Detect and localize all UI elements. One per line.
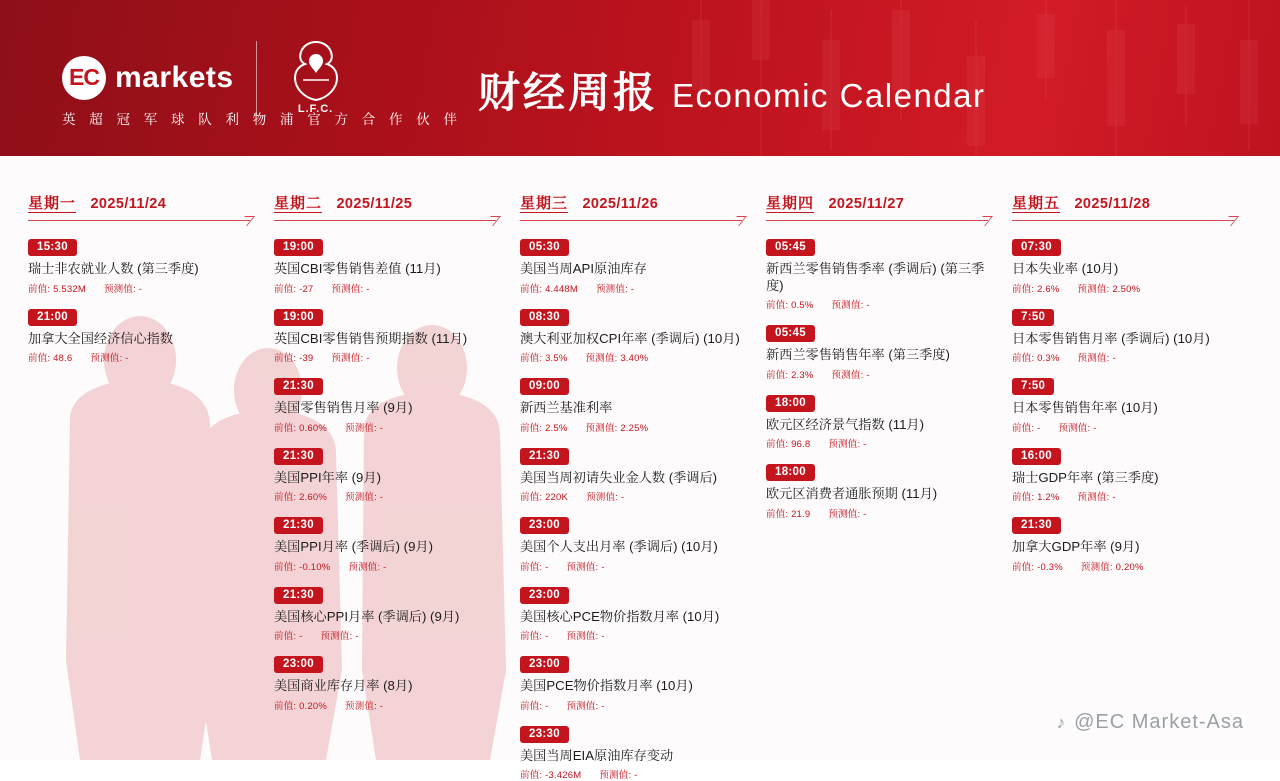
day-date: 2025/11/25 (336, 196, 412, 212)
event-meta (274, 420, 504, 434)
event-forecast: 预测值: - (566, 628, 604, 642)
event-time-badge: 21:30 (520, 448, 569, 465)
event-item[interactable] (520, 307, 750, 365)
event-previous: 前值: 2.5% (520, 420, 568, 434)
event-item[interactable] (274, 654, 504, 712)
brand-divider (256, 41, 257, 115)
event-item[interactable] (766, 237, 996, 311)
event-forecast: 预测值: - (345, 420, 383, 434)
event-time-badge: 23:00 (520, 587, 569, 604)
ec-logo-mark: EC (62, 56, 106, 100)
day-header-thursday (766, 192, 996, 219)
event-title: 美国核心PCE物价指数月率 (10月) (520, 609, 750, 626)
event-item[interactable] (274, 515, 504, 573)
event-forecast: 预测值: 0.20% (1081, 559, 1144, 573)
event-previous: 前值: 2.3% (766, 367, 814, 381)
day-name: 星期四 (766, 195, 814, 212)
event-previous: 前值: -39 (274, 350, 313, 364)
day-header-friday (1012, 192, 1242, 219)
event-forecast: 预测值: 2.50% (1078, 281, 1141, 295)
event-previous: 前值: 21.9 (766, 506, 810, 520)
event-forecast: 预测值: - (596, 281, 634, 295)
ec-logo-word-text: markets (115, 61, 234, 94)
event-previous: 前值: - (520, 698, 548, 712)
event-forecast: 预测值: - (104, 281, 142, 295)
event-meta (520, 420, 750, 434)
event-meta (274, 281, 504, 295)
event-forecast: 预测值: - (828, 506, 866, 520)
event-title: 欧元区经济景气指数 (11月) (766, 417, 996, 434)
event-meta (28, 281, 258, 295)
event-title: 美国核心PPI月率 (季调后) (9月) (274, 609, 504, 626)
event-forecast: 预测值: - (828, 436, 866, 450)
event-title: 新西兰零售销售年率 (第三季度) (766, 347, 996, 364)
event-meta (28, 350, 258, 364)
event-meta (766, 367, 996, 381)
event-title: 加拿大GDP年率 (9月) (1012, 539, 1242, 556)
event-item[interactable] (520, 376, 750, 434)
event-time-badge: 16:00 (1012, 448, 1061, 465)
event-previous: 前值: 0.60% (274, 420, 327, 434)
event-forecast: 预测值: - (331, 281, 369, 295)
event-forecast: 预测值: - (566, 559, 604, 573)
event-meta (766, 506, 996, 520)
event-item[interactable] (274, 446, 504, 504)
event-time-badge: 05:45 (766, 239, 815, 256)
event-title: 瑞士非农就业人数 (第三季度) (28, 261, 258, 278)
day-underline (1012, 220, 1234, 221)
day-date: 2025/11/27 (828, 196, 904, 212)
event-time-badge: 23:00 (274, 656, 323, 673)
event-item[interactable] (1012, 376, 1242, 434)
event-time-badge: 7:50 (1012, 378, 1054, 395)
event-time-badge: 05:45 (766, 325, 815, 342)
watermark-text: @EC Market-Asa (1074, 711, 1244, 734)
event-title: 英国CBI零售销售预期指数 (11月) (274, 331, 504, 348)
event-time-badge: 18:00 (766, 464, 815, 481)
event-forecast: 预测值: - (348, 559, 386, 573)
event-item[interactable] (274, 237, 504, 295)
event-time-badge: 07:30 (1012, 239, 1061, 256)
ec-markets-logo (62, 56, 234, 100)
event-title: 美国PPI年率 (9月) (274, 470, 504, 487)
title-chinese: 财经周报 (478, 60, 658, 120)
event-title: 加拿大全国经济信心指数 (28, 331, 258, 348)
event-previous: 前值: 220K (520, 489, 568, 503)
event-time-badge: 19:00 (274, 239, 323, 256)
day-name: 星期三 (520, 195, 568, 212)
event-title: 美国PCE物价指数月率 (10月) (520, 678, 750, 695)
liverpool-crest (279, 40, 353, 115)
event-previous: 前值: 2.6% (1012, 281, 1060, 295)
day-header-wednesday (520, 192, 750, 219)
event-meta (1012, 559, 1242, 573)
event-forecast: 预测值: - (331, 350, 369, 364)
event-item[interactable] (766, 323, 996, 381)
event-title: 澳大利亚加权CPI年率 (季调后) (10月) (520, 331, 750, 348)
event-item[interactable] (274, 307, 504, 365)
event-previous: 前值: -3.426M (520, 767, 581, 781)
day-header-monday (28, 192, 258, 219)
event-meta (1012, 420, 1242, 434)
event-forecast: 预测值: - (566, 698, 604, 712)
event-time-badge: 15:30 (28, 239, 77, 256)
event-time-badge: 19:00 (274, 309, 323, 326)
event-previous: 前值: - (274, 628, 302, 642)
day-name: 星期五 (1012, 195, 1060, 212)
title-english: Economic Calendar (672, 77, 985, 115)
event-item[interactable] (274, 585, 504, 643)
event-previous: 前值: -0.3% (1012, 559, 1063, 573)
event-item[interactable] (1012, 446, 1242, 504)
event-forecast: 预测值: - (1078, 350, 1116, 364)
event-meta (274, 628, 504, 642)
event-time-badge: 21:30 (274, 517, 323, 534)
event-item[interactable] (520, 654, 750, 712)
event-item[interactable] (1012, 515, 1242, 573)
event-meta (274, 350, 504, 364)
day-underline (520, 220, 742, 221)
event-meta (1012, 489, 1242, 503)
event-previous: 前值: 3.5% (520, 350, 568, 364)
event-title: 美国当周API原油库存 (520, 261, 750, 278)
event-meta (766, 297, 996, 311)
header-banner (0, 0, 1280, 156)
event-previous: 前值: -27 (274, 281, 313, 295)
event-meta (520, 698, 750, 712)
event-time-badge: 7:50 (1012, 309, 1054, 326)
event-item[interactable] (1012, 307, 1242, 365)
event-forecast: 预测值: - (345, 489, 383, 503)
event-title: 美国PPI月率 (季调后) (9月) (274, 539, 504, 556)
event-time-badge: 21:30 (274, 448, 323, 465)
event-item[interactable] (28, 307, 258, 365)
event-time-badge: 21:30 (274, 587, 323, 604)
event-meta (520, 559, 750, 573)
event-time-badge: 21:30 (274, 378, 323, 395)
event-forecast: 预测值: - (320, 628, 358, 642)
event-previous: 前值: 0.20% (274, 698, 327, 712)
day-column-friday (1004, 192, 1250, 760)
event-meta (1012, 350, 1242, 364)
event-previous: 前值: - (1012, 420, 1040, 434)
event-previous: 前值: 48.6 (28, 350, 72, 364)
event-item[interactable] (520, 446, 750, 504)
event-forecast: 预测值: - (1078, 489, 1116, 503)
event-item[interactable] (766, 462, 996, 520)
day-date: 2025/11/28 (1074, 196, 1150, 212)
day-header-tuesday (274, 192, 504, 219)
event-previous: 前值: 1.2% (1012, 489, 1060, 503)
event-time-badge: 09:00 (520, 378, 569, 395)
event-previous: 前值: 4.448M (520, 281, 578, 295)
event-title: 美国当周初请失业金人数 (季调后) (520, 470, 750, 487)
event-meta (520, 628, 750, 642)
calendar-grid (0, 156, 1280, 760)
event-time-badge: 23:00 (520, 656, 569, 673)
event-item[interactable] (520, 724, 750, 781)
event-previous: 前值: 2.60% (274, 489, 327, 503)
poster-title (478, 60, 986, 120)
day-date: 2025/11/26 (582, 196, 658, 212)
watermark (1057, 711, 1244, 734)
event-title: 欧元区消费者通胀预期 (11月) (766, 486, 996, 503)
day-name: 星期二 (274, 195, 322, 212)
event-forecast: 预测值: - (90, 350, 128, 364)
day-column-monday (20, 192, 266, 760)
day-column-tuesday (266, 192, 512, 760)
lfc-badge-text: L.F.C. (298, 103, 333, 115)
event-item[interactable] (520, 515, 750, 573)
event-time-badge: 23:00 (520, 517, 569, 534)
day-date: 2025/11/24 (90, 196, 166, 212)
event-title: 瑞士GDP年率 (第三季度) (1012, 470, 1242, 487)
event-previous: 前值: 0.3% (1012, 350, 1060, 364)
partnership-line: 英 超 冠 军 球 队 利 物 浦 官 方 合 作 伙 伴 (62, 108, 462, 128)
event-title: 英国CBI零售销售差值 (11月) (274, 261, 504, 278)
event-time-badge: 21:30 (1012, 517, 1061, 534)
event-title: 日本零售销售年率 (10月) (1012, 400, 1242, 417)
event-meta (274, 698, 504, 712)
brand-lockup (62, 40, 353, 115)
event-forecast: 预测值: 3.40% (586, 350, 649, 364)
day-column-thursday (758, 192, 1004, 760)
event-item[interactable] (520, 237, 750, 295)
event-meta (520, 489, 750, 503)
event-forecast: 预测值: - (599, 767, 637, 781)
event-time-badge: 23:30 (520, 726, 569, 743)
event-meta (1012, 281, 1242, 295)
event-item[interactable] (28, 237, 258, 295)
event-previous: 前值: 96.8 (766, 436, 810, 450)
event-item[interactable] (766, 393, 996, 451)
event-item[interactable] (1012, 237, 1242, 295)
event-previous: 前值: 5.532M (28, 281, 86, 295)
event-title: 美国个人支出月率 (季调后) (10月) (520, 539, 750, 556)
music-note-icon: ♪ (1057, 713, 1067, 733)
event-item[interactable] (520, 585, 750, 643)
day-column-wednesday (512, 192, 758, 760)
event-previous: 前值: - (520, 628, 548, 642)
event-meta (274, 489, 504, 503)
day-underline (274, 220, 496, 221)
event-meta (520, 281, 750, 295)
event-title: 美国当周EIA原油库存变动 (520, 748, 750, 765)
event-forecast: 预测值: - (1058, 420, 1096, 434)
event-meta (766, 436, 996, 450)
event-time-badge: 05:30 (520, 239, 569, 256)
liverbird-icon (289, 40, 343, 102)
event-meta (274, 559, 504, 573)
event-forecast: 预测值: - (832, 297, 870, 311)
event-item[interactable] (274, 376, 504, 434)
event-title: 新西兰基准利率 (520, 400, 750, 417)
event-previous: 前值: 0.5% (766, 297, 814, 311)
event-time-badge: 21:00 (28, 309, 77, 326)
event-title: 新西兰零售销售季率 (季调后) (第三季度) (766, 261, 996, 294)
event-forecast: 预测值: 2.25% (586, 420, 649, 434)
event-time-badge: 18:00 (766, 395, 815, 412)
event-time-badge: 08:30 (520, 309, 569, 326)
event-forecast: 预测值: - (586, 489, 624, 503)
event-title: 日本失业率 (10月) (1012, 261, 1242, 278)
event-title: 日本零售销售月率 (季调后) (10月) (1012, 331, 1242, 348)
event-previous: 前值: -0.10% (274, 559, 330, 573)
event-forecast: 预测值: - (832, 367, 870, 381)
event-forecast: 预测值: - (345, 698, 383, 712)
event-meta (520, 767, 750, 781)
event-previous: 前值: - (520, 559, 548, 573)
event-meta (520, 350, 750, 364)
day-underline (766, 220, 988, 221)
ec-logo-wordmark (115, 61, 234, 95)
event-title: 美国商业库存月率 (8月) (274, 678, 504, 695)
day-underline (28, 220, 250, 221)
day-name: 星期一 (28, 195, 76, 212)
event-title: 美国零售销售月率 (9月) (274, 400, 504, 417)
